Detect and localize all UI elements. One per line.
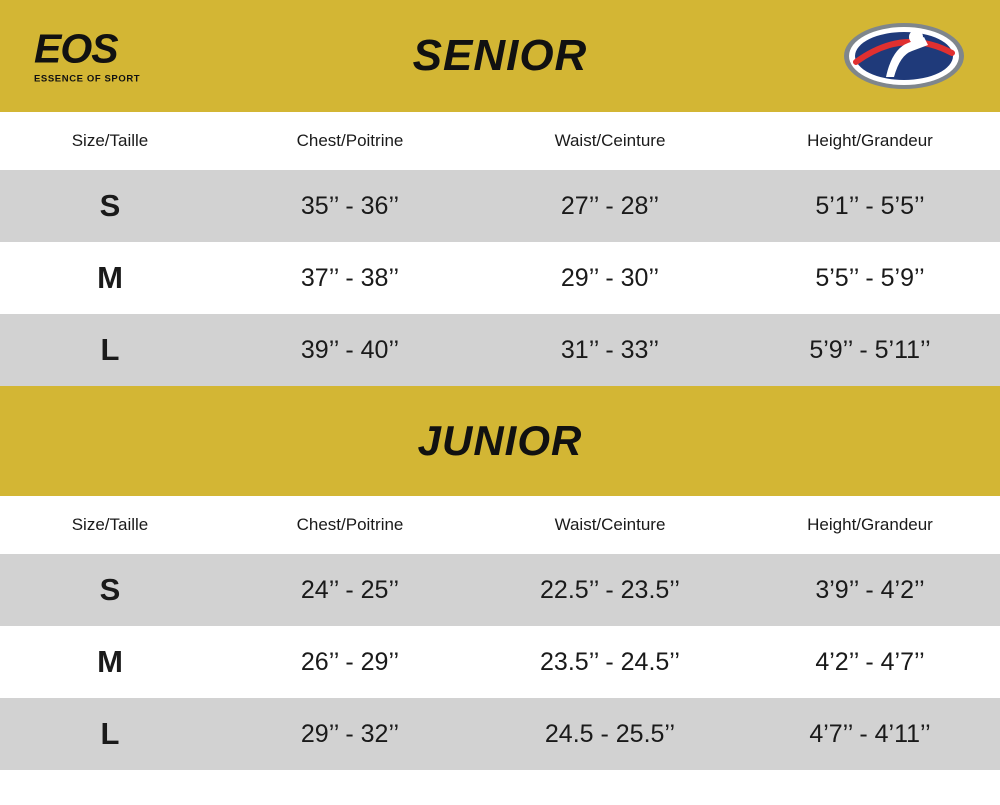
junior-row-2-height: 4’7’’ - 4’11’’ <box>740 698 1000 770</box>
senior-banner-title: SENIOR <box>412 31 588 80</box>
team-crest-icon <box>842 15 966 97</box>
table-row <box>0 242 1000 314</box>
junior-header-row <box>0 496 1000 554</box>
senior-row-1-size: M <box>0 242 220 314</box>
senior-banner <box>0 0 1000 112</box>
junior-row-1-height: 4’2’’ - 4’7’’ <box>740 626 1000 698</box>
table-row <box>0 170 1000 242</box>
senior-header-chest: Chest/Poitrine <box>220 112 480 170</box>
senior-row-0-size: S <box>0 170 220 242</box>
senior-row-0-chest: 35’’ - 36’’ <box>220 170 480 242</box>
senior-row-2-chest: 39’’ - 40’’ <box>220 314 480 386</box>
table-row <box>0 698 1000 770</box>
table-row <box>0 314 1000 386</box>
junior-row-2-chest: 29’’ - 32’’ <box>220 698 480 770</box>
junior-row-2-size: L <box>0 698 220 770</box>
junior-row-1-waist: 23.5’’ - 24.5’’ <box>480 626 740 698</box>
junior-banner-title: JUNIOR <box>417 417 583 464</box>
junior-row-0-waist: 22.5’’ - 23.5’’ <box>480 554 740 626</box>
senior-header-row <box>0 112 1000 170</box>
senior-size-table <box>0 112 1000 386</box>
junior-row-1-chest: 26’’ - 29’’ <box>220 626 480 698</box>
senior-row-1-waist: 29’’ - 30’’ <box>480 242 740 314</box>
junior-row-0-chest: 24’’ - 25’’ <box>220 554 480 626</box>
table-row <box>0 554 1000 626</box>
senior-row-1-height: 5’5’’ - 5’9’’ <box>740 242 1000 314</box>
junior-header-height: Height/Grandeur <box>740 496 1000 554</box>
junior-row-0-size: S <box>0 554 220 626</box>
eos-logo-tagline: ESSENCE OF SPORT <box>34 73 141 85</box>
eos-logo-mark: EOS <box>34 25 118 72</box>
junior-row-1-size: M <box>0 626 220 698</box>
junior-row-0-height: 3’9’’ - 4’2’’ <box>740 554 1000 626</box>
senior-header-waist: Waist/Ceinture <box>480 112 740 170</box>
senior-row-0-height: 5’1’’ - 5’5’’ <box>740 170 1000 242</box>
senior-header-height: Height/Grandeur <box>740 112 1000 170</box>
junior-header-waist: Waist/Ceinture <box>480 496 740 554</box>
senior-row-2-size: L <box>0 314 220 386</box>
senior-row-1-chest: 37’’ - 38’’ <box>220 242 480 314</box>
junior-header-chest: Chest/Poitrine <box>220 496 480 554</box>
senior-row-2-waist: 31’’ - 33’’ <box>480 314 740 386</box>
junior-banner <box>0 386 1000 496</box>
junior-header-size: Size/Taille <box>0 496 220 554</box>
eos-logo <box>34 25 141 85</box>
senior-header-size: Size/Taille <box>0 112 220 170</box>
junior-size-table <box>0 496 1000 770</box>
junior-row-2-waist: 24.5 - 25.5’’ <box>480 698 740 770</box>
table-row <box>0 626 1000 698</box>
senior-row-2-height: 5’9’’ - 5’11’’ <box>740 314 1000 386</box>
senior-row-0-waist: 27’’ - 28’’ <box>480 170 740 242</box>
